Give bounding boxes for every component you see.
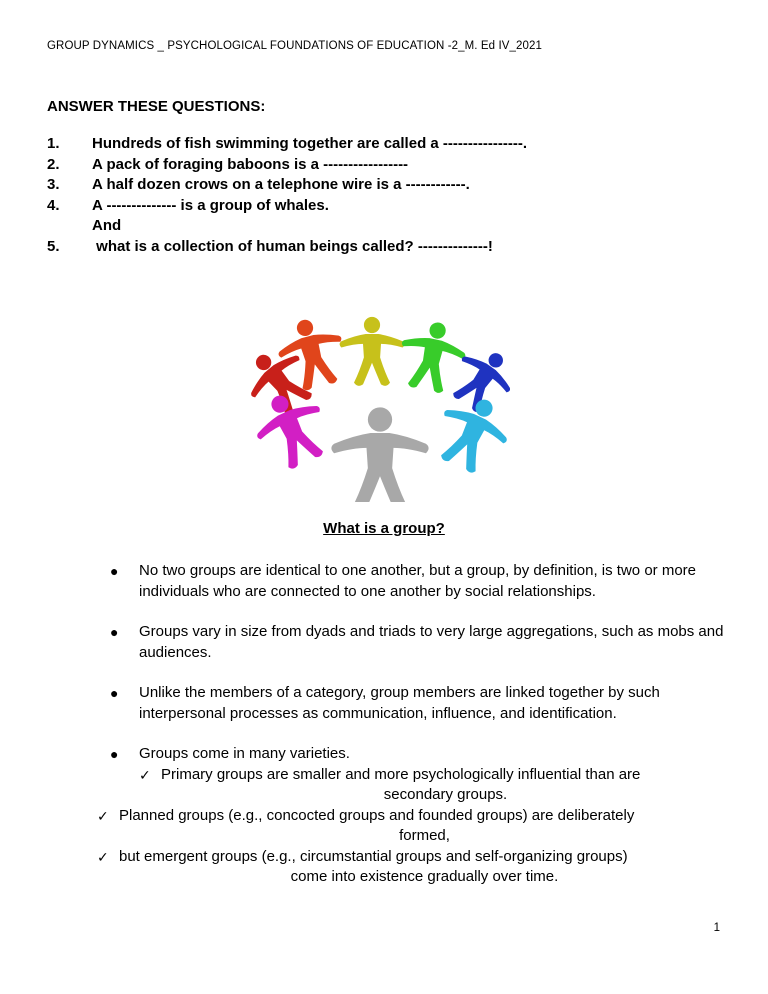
bullet-text: Groups come in many varieties. bbox=[139, 745, 350, 762]
question-list bbox=[47, 134, 727, 257]
question-item bbox=[47, 155, 727, 176]
sub-bullet-text: Primary groups are smaller and more psychologically influential than are bbox=[161, 765, 641, 783]
bullet-item bbox=[110, 622, 730, 663]
question-item bbox=[47, 196, 727, 217]
page-number: 1 bbox=[713, 922, 720, 934]
sub-bullet-text: Planned groups (e.g., concocted groups and founded groups) are deliberately bbox=[119, 806, 635, 824]
bullet-list bbox=[97, 561, 730, 888]
figure-gray bbox=[331, 407, 428, 502]
question-number: 3. bbox=[47, 176, 60, 193]
sub-bullet-text: but emergent groups (e.g., circumstantial groups and self-organizing groups) bbox=[119, 847, 628, 865]
question-number: 4. bbox=[47, 196, 60, 214]
figure-green bbox=[393, 316, 471, 397]
question-number: 2. bbox=[47, 155, 60, 173]
sub-bullet-item bbox=[97, 806, 730, 847]
bullet-text: Groups vary in size from dyads and triads to very large aggregations, such as mobs and audiences. bbox=[139, 623, 724, 661]
bullet-item bbox=[110, 744, 730, 765]
group-definition-title: What is a group? bbox=[323, 520, 445, 537]
people-circle-illustration bbox=[250, 312, 510, 502]
question-number: 1. bbox=[47, 135, 60, 152]
question-text: Hundreds of fish swimming together are called a ----------------. bbox=[92, 135, 527, 152]
question-item bbox=[47, 216, 727, 237]
people-circle-icon bbox=[250, 312, 510, 502]
sub-bullet-list bbox=[97, 765, 730, 888]
question-text: A -------------- is a group of whales. bbox=[92, 196, 329, 214]
sub-bullet-continuation: secondary groups. bbox=[383, 786, 508, 803]
bullet-icon: ● bbox=[110, 624, 119, 640]
question-text: A half dozen crows on a telephone wire is a ------------. bbox=[92, 176, 470, 193]
checkmark-icon: ✓ bbox=[97, 807, 109, 824]
question-number: 5. bbox=[47, 237, 60, 255]
sub-bullet-item bbox=[97, 847, 730, 888]
checkmark-icon: ✓ bbox=[139, 766, 151, 783]
bullet-text: Unlike the members of a category, group members are linked together by such interpersonal processes as communication, influence, and identification. bbox=[139, 684, 660, 722]
question-text: And bbox=[92, 217, 122, 234]
bullet-icon: ● bbox=[110, 563, 119, 579]
sub-bullet-item bbox=[110, 765, 730, 806]
sub-bullet-continuation: formed, bbox=[399, 827, 450, 844]
sub-bullet-continuation: come into existence gradually over time. bbox=[290, 868, 559, 885]
bullet-icon: ● bbox=[110, 746, 119, 762]
page-header: GROUP DYNAMICS _ PSYCHOLOGICAL FOUNDATIONS OF EDUCATION -2_M. Ed IV_2021 bbox=[47, 40, 542, 52]
figure-magenta bbox=[250, 382, 338, 477]
question-item bbox=[47, 175, 727, 196]
question-item bbox=[47, 237, 727, 258]
question-item bbox=[47, 134, 727, 155]
checkmark-icon: ✓ bbox=[97, 848, 109, 865]
bullet-text: No two groups are identical to one another, but a group, by definition, is two or more individuals who are connected to one another by social relationships. bbox=[139, 562, 696, 600]
figure-cyan bbox=[426, 386, 510, 481]
question-text: what is a collection of human beings called? --------------! bbox=[92, 237, 493, 255]
section-title: ANSWER THESE QUESTIONS: bbox=[47, 98, 266, 115]
question-text: A pack of foraging baboons is a ----------------- bbox=[92, 155, 409, 173]
figure-yellow bbox=[340, 317, 405, 386]
bullet-item bbox=[110, 683, 730, 724]
question-number bbox=[47, 216, 92, 237]
bullet-item bbox=[110, 561, 730, 602]
bullet-icon: ● bbox=[110, 685, 119, 701]
